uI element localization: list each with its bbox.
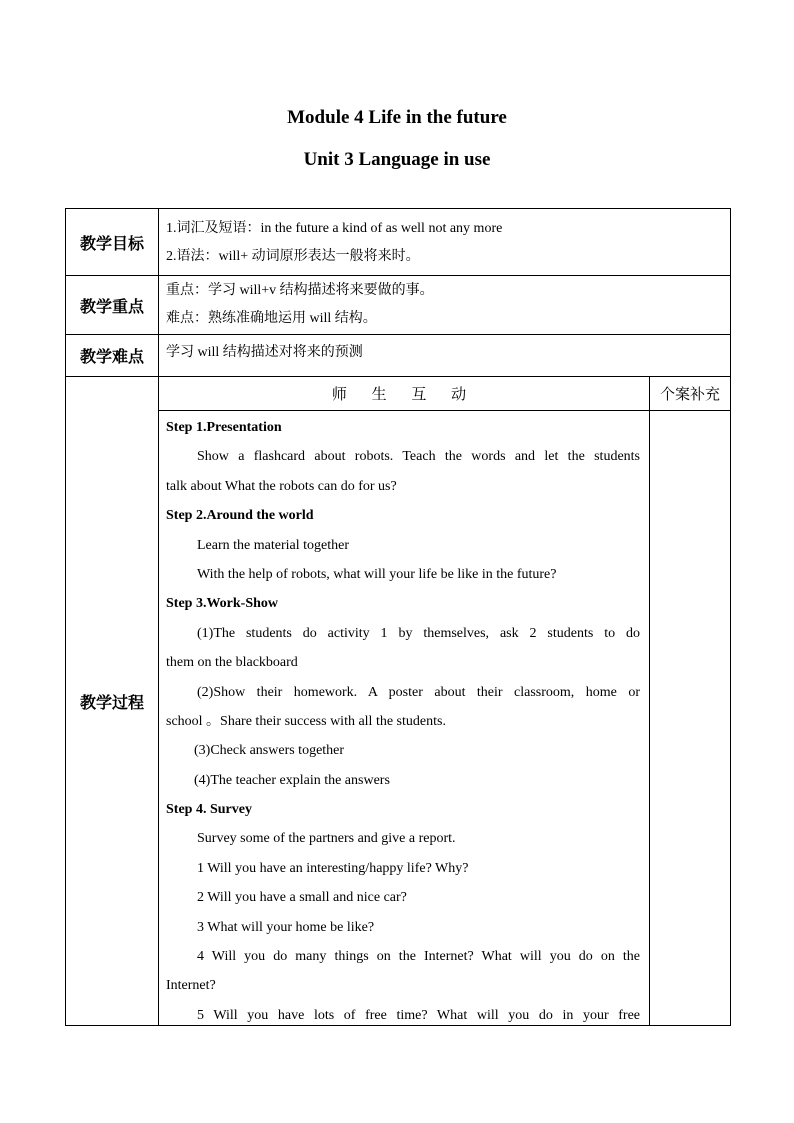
process-line: 3 What will your home be like? <box>197 919 375 935</box>
document-title: Module 4 Life in the future <box>287 107 507 128</box>
process-line: (1)The students do activity 1 by themselves, ask 2 students to do <box>197 625 640 641</box>
step-3-heading: Step 3.Work-Show <box>166 596 279 612</box>
process-line: Survey some of the partners and give a report. <box>197 831 456 847</box>
process-label: 教学过程 <box>66 377 159 1026</box>
document-subtitle: Unit 3 Language in use <box>303 149 491 170</box>
objectives-line-2: 2.语法：will+ 动词原形表达一般将来时。 <box>166 249 420 264</box>
process-column-header <box>159 377 650 411</box>
process-line: Show a flashcard about robots. Teach the words and let the students <box>197 449 640 465</box>
difficulties-row <box>66 335 731 377</box>
key-points-label: 教学重点 <box>66 276 159 335</box>
process-line: school 。Share their success with all the students. <box>166 713 446 729</box>
supplement-column-header: 个案补充 <box>650 377 731 411</box>
difficulties-line-1: 学习 will 结构描述对将来的预测 <box>166 345 363 360</box>
objectives-label: 教学目标 <box>66 209 159 276</box>
objectives-line-1: 1.词汇及短语：in the future a kind of as well not any more <box>166 221 503 236</box>
process-column-header-text: 师 生 互 动 <box>331 385 477 403</box>
process-line: 5 Will you have lots of free time? What will you do in your free <box>197 1007 640 1023</box>
objectives-content <box>159 209 731 276</box>
process-line: talk about What the robots can do for us? <box>166 478 397 494</box>
key-points-row <box>66 276 731 335</box>
step-2-heading: Step 2.Around the world <box>166 508 314 524</box>
process-line: 1 Will you have an interesting/happy life? Why? <box>197 860 469 876</box>
difficulties-content <box>159 335 731 377</box>
process-line: With the help of robots, what will your life be like in the future? <box>197 566 557 582</box>
lesson-plan-table <box>65 208 731 1026</box>
process-line: them on the blackboard <box>166 655 298 671</box>
difficulties-label: 教学难点 <box>66 335 159 377</box>
key-points-line-1: 重点：学习 will+v 结构描述将来要做的事。 <box>166 283 434 298</box>
process-content-row <box>66 411 731 1026</box>
process-line: (4)The teacher explain the answers <box>194 772 390 788</box>
step-1-heading: Step 1.Presentation <box>166 420 282 435</box>
process-line: (3)Check answers together <box>194 743 345 759</box>
process-line: 2 Will you have a small and nice car? <box>197 890 407 906</box>
process-line: Internet? <box>166 978 216 994</box>
process-line: (2)Show their homework. A poster about their classroom, home or <box>197 684 640 700</box>
objectives-row <box>66 209 731 276</box>
key-points-line-2: 难点：熟练准确地运用 will 结构。 <box>166 311 377 326</box>
process-header-row <box>66 377 731 411</box>
process-content <box>159 411 650 1026</box>
process-line: 4 Will you do many things on the Internet? What will you do on the <box>197 949 640 965</box>
step-4-heading: Step 4. Survey <box>166 802 252 818</box>
key-points-content <box>159 276 731 335</box>
supplement-content <box>650 411 731 1026</box>
process-line: Learn the material together <box>197 537 349 553</box>
